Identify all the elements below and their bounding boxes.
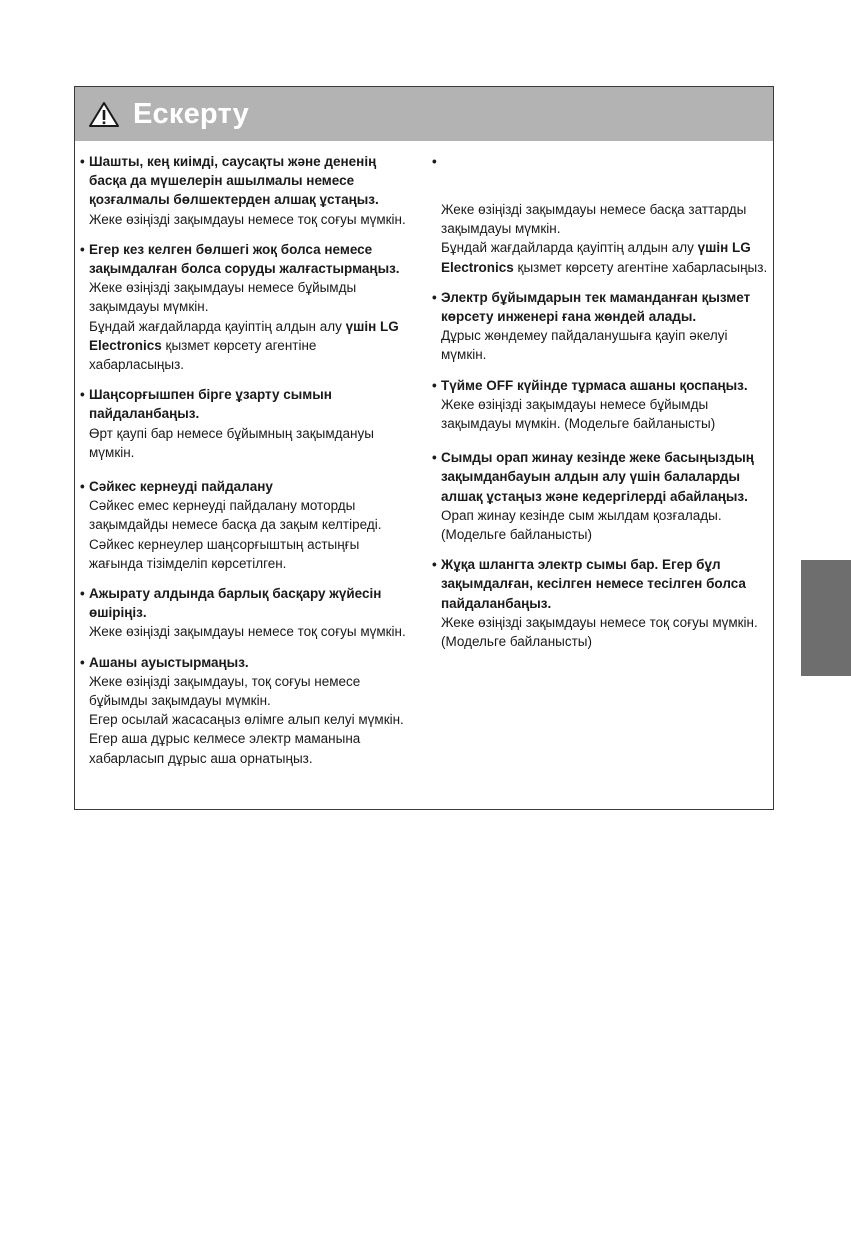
list-item — [432, 152, 770, 277]
contact-prefix: Бұндай жағдайларда қауіптің алдын алу — [441, 240, 698, 256]
item-body: Жеке өзіңізді зақымдауы немесе бұйымды зақымдауы мүмкін. — [89, 280, 357, 315]
item-body: Сәйкес емес кернеуді пайдалану моторды зақымдайды немесе басқа да зақым келтіреді. — [89, 498, 382, 533]
item-body: Сәйкес кернеулер шаңсорғыштың астыңғы жағында тізімделіп көрсетілген. — [89, 536, 360, 571]
list-item — [80, 477, 410, 573]
contact-suffix: қызмет көрсету агентіне хабарласыңыз. — [89, 337, 317, 373]
item-heading: • Шаңсорғышпен бірге ұзарту сымын пайдаланбаңыз. — [89, 387, 332, 422]
item-heading: • Түйме OFF күйінде тұрмаса ашаны қоспаңыз. — [441, 377, 748, 393]
item-body: Дұрыс жөндемеу пайдаланушыға қауіп әкелуі мүмкін. — [441, 328, 728, 363]
left-column — [80, 152, 410, 768]
item-heading — [441, 152, 770, 200]
contact-suffix: қызмет көрсету агентіне хабарласыңыз. — [513, 259, 768, 275]
item-heading: • Ашаны ауыстырмаңыз. — [89, 654, 249, 670]
contact-brand: үшін LG Electronics — [441, 240, 751, 275]
item-heading: • Электр бұйымдарын тек маманданған қызмет көрсету инженері ғана жөндей алады. — [441, 289, 751, 325]
item-body: Өрт қаупі бар немесе бұйымның зақымдануы мүмкін. — [89, 425, 374, 460]
item-contact — [89, 317, 410, 375]
item-heading: • Жұқа шлангта электр сымы бар. Егер бұл зақымдалған, кесілген немесе тесілген болса пайдаланбаңыз. — [441, 557, 746, 611]
list-item — [80, 584, 410, 642]
item-body: • Жеке өзіңізді зақымдауы немесе басқа заттарды зақымдауы мүмкін. — [441, 202, 747, 237]
warning-header — [75, 87, 773, 141]
item-heading: • Сымды орап жинау кезінде жеке басыңыздың зақымданбауын алдын алу үшін балаларды алшақ ұстаңыз және кедергілерді абайлаңыз. — [441, 450, 754, 504]
item-heading: • Ажырату алдында барлық басқару жүйесін өшіріңіз. — [89, 586, 382, 621]
item-heading: • Егер кез келген бөлшегі жоқ болса немесе зақымдалған болса соруды жалғастырмаңыз. — [89, 241, 400, 277]
item-contact — [441, 238, 770, 276]
list-item — [80, 653, 410, 768]
list-item — [80, 240, 410, 374]
side-tab — [801, 560, 851, 676]
list-item — [432, 288, 770, 365]
right-column — [432, 152, 770, 651]
item-body: Жеке өзіңізді зақымдауы, тоқ соғуы немесе бұйымды зақымдауы мүмкін. — [89, 673, 361, 709]
list-item — [80, 152, 410, 229]
list-item — [432, 376, 770, 434]
warning-triangle-icon — [89, 101, 119, 128]
item-body: Жеке өзіңізді зақымдауы немесе тоқ соғуы мүмкін. — [89, 624, 406, 640]
list-item — [432, 448, 770, 544]
item-body: (Модельге байланысты) — [441, 527, 592, 543]
item-body: Егер осылай жасасаңыз өлімге алып келуі мүмкін. Егер аша дұрыс келмесе электр маманына хабарласып дұрыс аша орнатыңыз. — [89, 712, 404, 766]
item-heading: • Шашты, кең киімді, саусақты және дененің басқа да мүшелерін ашылмалы немесе қозғалмалы бөлшектерден алшақ ұстаңыз. — [89, 154, 379, 208]
list-item — [432, 555, 770, 651]
list-item — [80, 385, 410, 462]
warning-title: Ескерту — [133, 97, 249, 130]
item-body: Жеке өзіңізді зақымдауы немесе тоқ соғуы мүмкін.(Модельге байланысты) — [441, 614, 758, 650]
item-body: Орап жинау кезінде сым жылдам қозғалады. — [441, 507, 722, 523]
contact-brand: үшін LG Electronics — [89, 318, 399, 353]
item-body: Жеке өзіңізді зақымдауы немесе тоқ соғуы мүмкін. — [89, 211, 406, 227]
item-body: Жеке өзіңізді зақымдауы немесе бұйымды зақымдауы мүмкін. (Модельге байланысты) — [441, 396, 716, 432]
contact-prefix: Бұндай жағдайларда қауіптің алдын алу — [89, 318, 346, 334]
item-heading: • Сәйкес кернеуді пайдалану — [89, 479, 273, 495]
